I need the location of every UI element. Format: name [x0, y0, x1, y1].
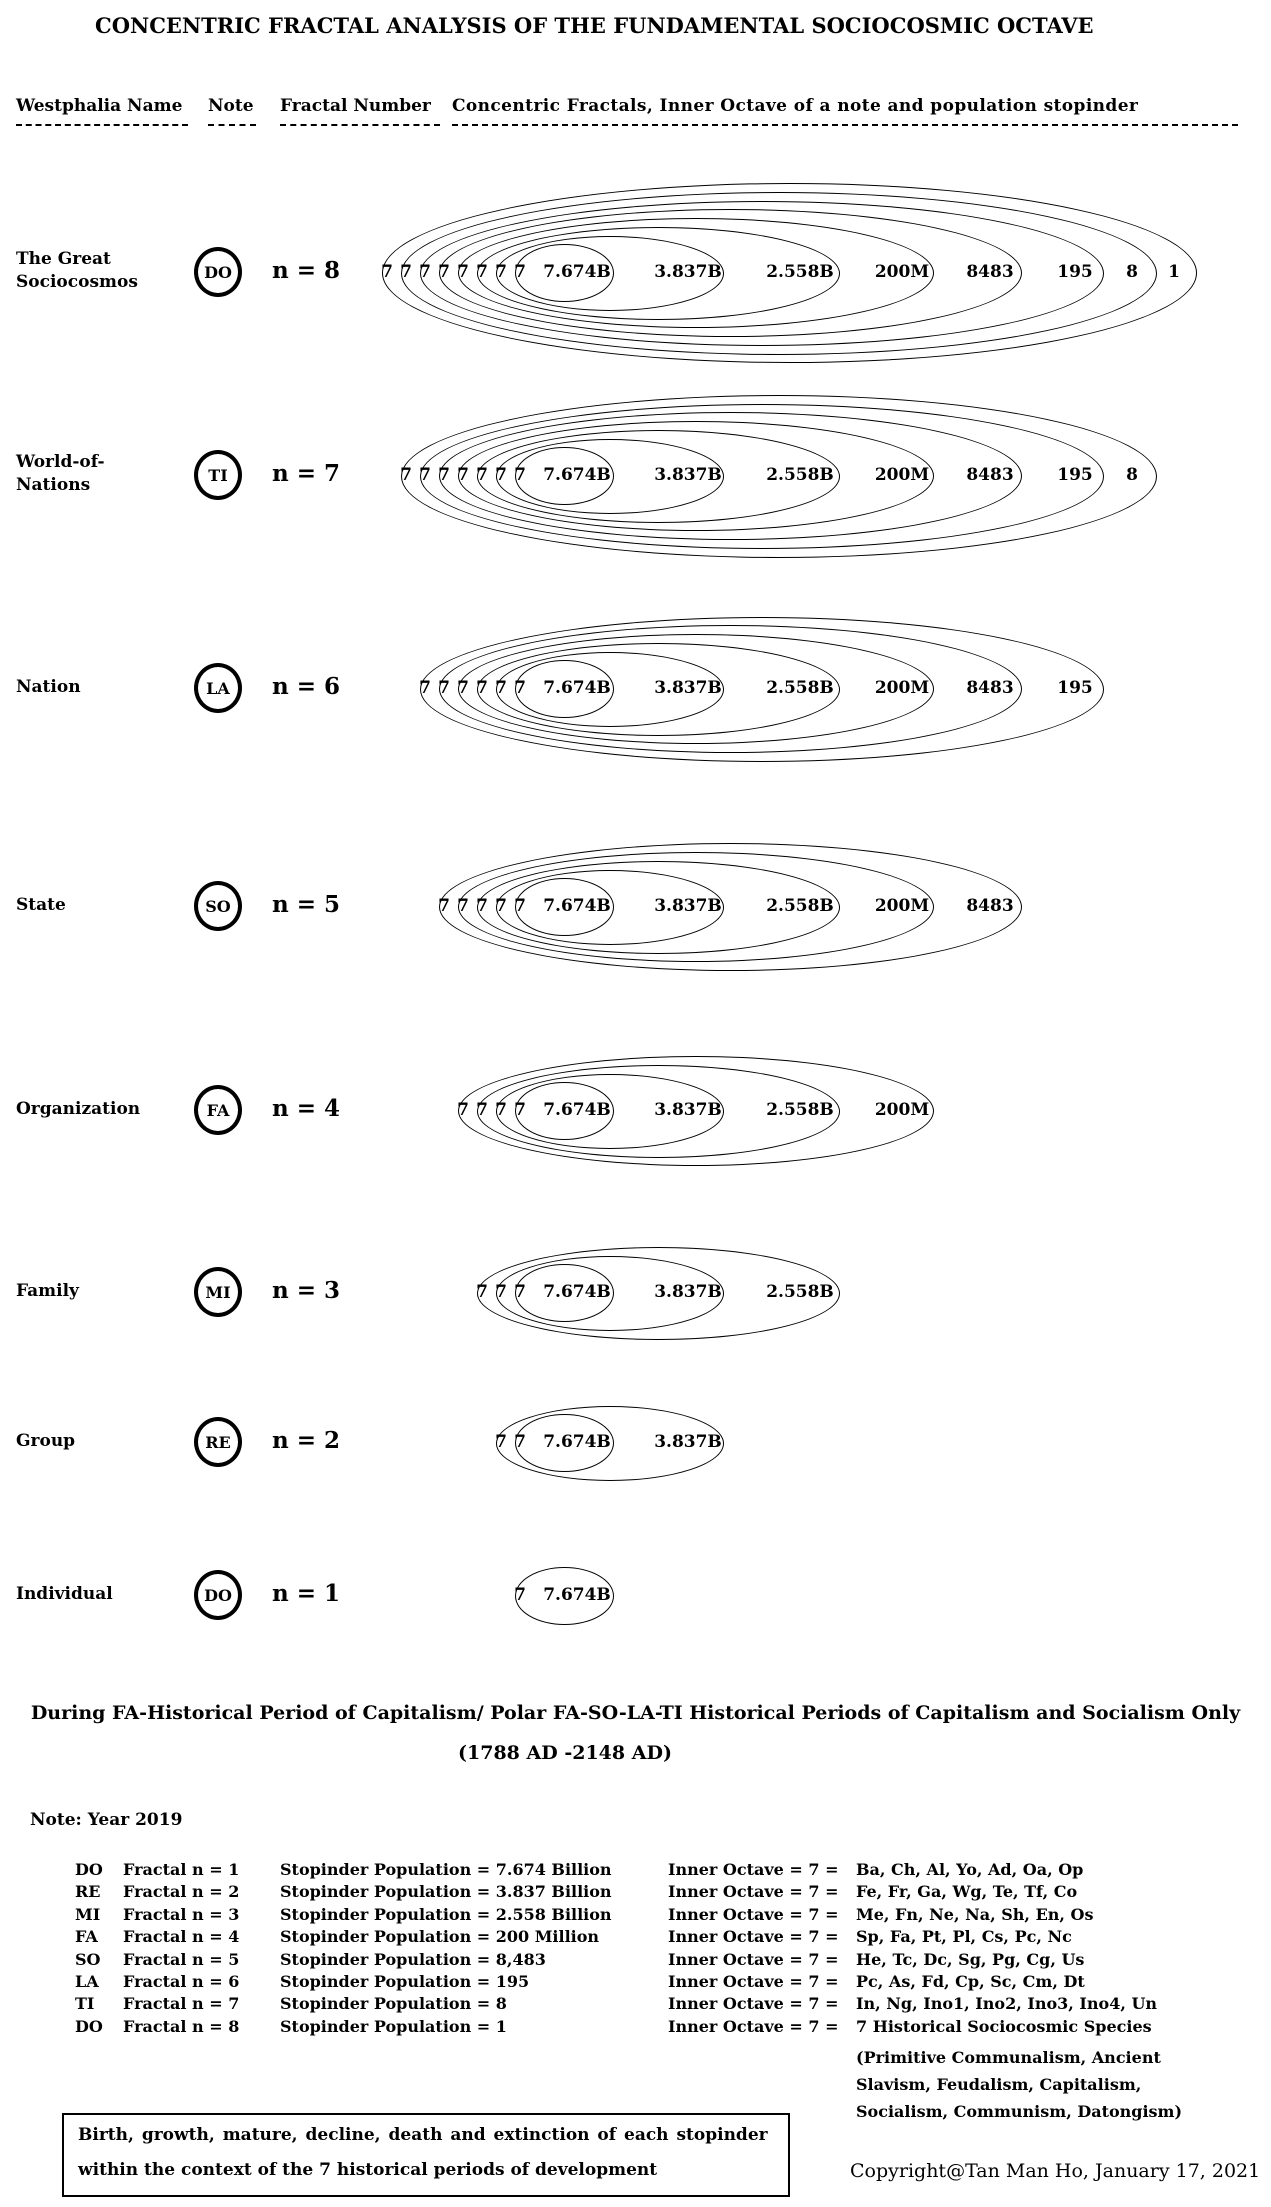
legend-population: Stopinder Population = 8 — [280, 1994, 507, 2014]
inner-octave-seven: 7 — [419, 262, 431, 282]
column-header-westphalia-name: Westphalia Name — [16, 96, 183, 116]
fractal-number-label: n = 5 — [272, 891, 341, 918]
legend-note: DO — [75, 2016, 103, 2036]
population-stopinder-label: 8483 — [966, 678, 1014, 698]
legend-species-line: Slavism, Feudalism, Capitalism, — [856, 2075, 1142, 2094]
legend-population: Stopinder Population = 3.837 Billion — [280, 1882, 612, 1902]
legend-species-line: Socialism, Communism, Datongism) — [856, 2102, 1183, 2121]
fractal-number-label: n = 4 — [272, 1095, 341, 1122]
inner-octave-seven: 7 — [495, 678, 507, 698]
inner-octave-seven: 7 — [476, 678, 488, 698]
population-stopinder-label: 200M — [874, 678, 930, 698]
inner-octave-seven: 7 — [476, 465, 488, 485]
dashed-rule-fractal — [280, 124, 440, 126]
population-stopinder-label: 3.837B — [654, 465, 722, 485]
inner-octave-seven: 7 — [495, 1100, 507, 1120]
note-circle: FA — [194, 1085, 242, 1135]
legend-fractal: Fractal n = 4 — [123, 1927, 240, 1947]
note-year: Note: Year 2019 — [30, 1810, 183, 1830]
population-stopinder-label: 2.558B — [766, 678, 834, 698]
inner-octave-seven: 7 — [514, 465, 526, 485]
inner-octave-seven: 7 — [457, 1100, 469, 1120]
legend-fractal: Fractal n = 5 — [123, 1949, 240, 1969]
legend-inner-octave-values: Ba, Ch, Al, Yo, Ad, Oa, Op — [856, 1860, 1084, 1879]
population-stopinder-label: 7.674B — [543, 1282, 611, 1302]
westphalia-name-line: Group — [16, 1430, 76, 1451]
population-stopinder-label: 3.837B — [654, 678, 722, 698]
note-circle: LA — [194, 663, 242, 713]
inner-octave-seven: 7 — [476, 896, 488, 916]
legend-species-line: (Primitive Communalism, Ancient — [856, 2048, 1161, 2067]
inner-octave-seven: 7 — [381, 262, 393, 282]
inner-octave-seven: 7 — [514, 896, 526, 916]
population-stopinder-label: 3.837B — [654, 1282, 722, 1302]
legend-population: Stopinder Population = 1 — [280, 2016, 507, 2036]
population-stopinder-label: 195 — [1057, 262, 1093, 282]
westphalia-name-line: State — [16, 894, 66, 915]
note-circle: RE — [194, 1417, 242, 1467]
population-stopinder-label: 195 — [1057, 678, 1093, 698]
inner-octave-seven: 7 — [495, 1432, 507, 1452]
copyright-text: Copyright@Tan Man Ho, January 17, 2021 — [850, 2160, 1261, 2182]
population-stopinder-label: 8483 — [966, 896, 1014, 916]
westphalia-name — [16, 894, 66, 917]
westphalia-name-line: Nations — [16, 475, 91, 495]
dashed-rule-westphalia — [16, 124, 188, 126]
fractal-number-label: n = 8 — [272, 257, 341, 284]
inner-octave-seven: 7 — [495, 465, 507, 485]
fractal-number-label: n = 3 — [272, 1277, 341, 1304]
inner-octave-seven: 7 — [457, 262, 469, 282]
westphalia-name — [16, 1583, 113, 1606]
page-title: CONCENTRIC FRACTAL ANALYSIS OF THE FUNDAMENTAL SOCIOCOSMIC OCTAVE — [95, 13, 1094, 38]
period-statement-line2: (1788 AD -2148 AD) — [458, 1742, 672, 1764]
inner-octave-seven: 7 — [495, 896, 507, 916]
legend-note: SO — [75, 1949, 101, 1969]
inner-octave-seven: 7 — [457, 465, 469, 485]
inner-octave-seven: 7 — [514, 1100, 526, 1120]
population-stopinder-label: 200M — [874, 896, 930, 916]
note-circle: DO — [194, 1570, 242, 1620]
legend-population: Stopinder Population = 8,483 — [280, 1949, 546, 1969]
population-stopinder-label: 7.674B — [543, 1585, 611, 1605]
population-stopinder-label: 200M — [874, 465, 930, 485]
population-stopinder-label: 3.837B — [654, 1100, 722, 1120]
legend-inner-octave-values: Me, Fn, Ne, Na, Sh, En, Os — [856, 1904, 1094, 1924]
inner-octave-seven: 7 — [419, 678, 431, 698]
population-stopinder-label: 7.674B — [543, 678, 611, 698]
legend-inner-octave-label: Inner Octave = 7 = — [668, 1904, 839, 1924]
legend-inner-octave-label: Inner Octave = 7 = — [668, 1949, 839, 1969]
legend-inner-octave-values: He, Tc, Dc, Sg, Pg, Cg, Us — [856, 1949, 1085, 1969]
concentric-ring — [439, 843, 1022, 971]
population-stopinder-label: 7.674B — [543, 1432, 611, 1452]
population-stopinder-label: 3.837B — [654, 1432, 722, 1452]
population-stopinder-label: 195 — [1057, 465, 1093, 485]
westphalia-name — [16, 1280, 79, 1303]
population-stopinder-label: 3.837B — [654, 262, 722, 282]
fractal-number-label: n = 2 — [272, 1427, 341, 1454]
inner-octave-seven: 7 — [438, 896, 450, 916]
population-stopinder-label: 7.674B — [543, 465, 611, 485]
legend-inner-octave-values: In, Ng, Ino1, Ino2, Ino3, Ino4, Un — [856, 1994, 1158, 2014]
legend-note: LA — [75, 1972, 99, 1991]
legend-fractal: Fractal n = 1 — [123, 1860, 240, 1879]
population-stopinder-label: 2.558B — [766, 262, 834, 282]
westphalia-name-line: Family — [16, 1280, 79, 1301]
note-circle: DO — [194, 247, 242, 297]
westphalia-name — [16, 1098, 140, 1121]
column-header-concentric-fractals: Concentric Fractals, Inner Octave of a note and population stopinder — [452, 96, 1139, 116]
westphalia-name-line: Sociocosmos — [16, 272, 138, 292]
legend-note: TI — [75, 1994, 95, 2014]
population-stopinder-label: 2.558B — [766, 896, 834, 916]
legend-inner-octave-label: Inner Octave = 7 = — [668, 1994, 839, 2014]
population-stopinder-label: 7.674B — [543, 896, 611, 916]
legend-population: Stopinder Population = 195 — [280, 1972, 530, 1991]
legend-inner-octave-label: Inner Octave = 7 = — [668, 1860, 839, 1879]
inner-octave-seven: 7 — [514, 1282, 526, 1302]
population-stopinder-label: 7.674B — [543, 262, 611, 282]
legend-fractal: Fractal n = 2 — [123, 1882, 240, 1902]
westphalia-name-line: Organization — [16, 1098, 141, 1119]
legend-fractal: Fractal n = 7 — [123, 1994, 240, 2014]
dashed-rule-concentric — [452, 124, 1238, 126]
population-stopinder-label: 2.558B — [766, 465, 834, 485]
stopinder-lifecycle-line2: within the context of the 7 historical periods of development — [78, 2160, 658, 2180]
inner-octave-seven: 7 — [419, 465, 431, 485]
population-stopinder-label: 2.558B — [766, 1100, 834, 1120]
stopinder-lifecycle-line1: Birth, growth, mature, decline, death and extinction of each stopinder — [78, 2125, 768, 2145]
inner-octave-seven: 7 — [438, 678, 450, 698]
population-stopinder-label: 8483 — [966, 465, 1014, 485]
legend-inner-octave-values: Fe, Fr, Ga, Wg, Te, Tf, Co — [856, 1882, 1078, 1902]
column-header-note: Note — [208, 96, 254, 116]
population-stopinder-label: 7.674B — [543, 1100, 611, 1120]
legend-inner-octave-label: Inner Octave = 7 = — [668, 2016, 839, 2036]
legend-inner-octave-label: Inner Octave = 7 = — [668, 1927, 839, 1947]
inner-octave-seven: 7 — [514, 1585, 526, 1605]
inner-octave-seven: 7 — [514, 678, 526, 698]
note-circle: SO — [194, 881, 242, 931]
westphalia-name — [16, 451, 105, 497]
legend-inner-octave-label: Inner Octave = 7 = — [668, 1882, 839, 1902]
inner-octave-seven: 7 — [457, 678, 469, 698]
westphalia-name-line: World-of- — [16, 452, 105, 472]
inner-octave-seven: 7 — [457, 896, 469, 916]
legend-note: RE — [75, 1882, 101, 1902]
fractal-number-label: n = 6 — [272, 673, 341, 700]
legend-fractal: Fractal n = 3 — [123, 1904, 240, 1924]
inner-octave-seven: 7 — [514, 262, 526, 282]
fractal-number-label: n = 1 — [272, 1580, 341, 1607]
population-stopinder-label: 1 — [1168, 262, 1180, 282]
population-stopinder-label: 200M — [874, 262, 930, 282]
legend-fractal: Fractal n = 6 — [123, 1972, 240, 1991]
inner-octave-seven: 7 — [476, 262, 488, 282]
note-circle: MI — [194, 1267, 242, 1317]
westphalia-name — [16, 248, 138, 294]
westphalia-name — [16, 1430, 75, 1453]
inner-octave-seven: 7 — [495, 262, 507, 282]
inner-octave-seven: 7 — [495, 1282, 507, 1302]
population-stopinder-label: 8483 — [966, 262, 1014, 282]
stopinder-lifecycle-box — [62, 2113, 790, 2197]
period-statement-line1: During FA-Historical Period of Capitalism/ Polar FA-SO-LA-TI Historical Periods of Capitalism and Socialism Only — [30, 1702, 1241, 1724]
legend-population: Stopinder Population = 200 Million — [280, 1927, 600, 1947]
legend-population: Stopinder Population = 7.674 Billion — [280, 1860, 612, 1879]
legend-note: DO — [75, 1860, 103, 1879]
population-stopinder-label: 200M — [874, 1100, 930, 1120]
legend-inner-octave-label: Inner Octave = 7 = — [668, 1972, 839, 1991]
westphalia-name-line: Nation — [16, 676, 81, 697]
inner-octave-seven: 7 — [438, 262, 450, 282]
inner-octave-seven: 7 — [514, 1432, 526, 1452]
westphalia-name-line: Individual — [16, 1583, 113, 1604]
inner-octave-seven: 7 — [476, 1282, 488, 1302]
inner-octave-seven: 7 — [476, 1100, 488, 1120]
population-stopinder-label: 3.837B — [654, 896, 722, 916]
population-stopinder-label: 8 — [1126, 262, 1138, 282]
legend-fractal: Fractal n = 8 — [123, 2016, 240, 2036]
legend-inner-octave-values: 7 Historical Sociocosmic Species — [856, 2016, 1152, 2036]
population-stopinder-label: 8 — [1126, 465, 1138, 485]
fractal-number-label: n = 7 — [272, 460, 341, 487]
legend-population: Stopinder Population = 2.558 Billion — [280, 1904, 612, 1924]
westphalia-name-line: The Great — [16, 249, 111, 269]
westphalia-name — [16, 676, 81, 699]
legend-inner-octave-values: Pc, As, Fd, Cp, Sc, Cm, Dt — [856, 1972, 1085, 1991]
legend-note: FA — [75, 1927, 98, 1947]
population-stopinder-label: 2.558B — [766, 1282, 834, 1302]
legend-inner-octave-values: Sp, Fa, Pt, Pl, Cs, Pc, Nc — [856, 1927, 1072, 1947]
inner-octave-seven: 7 — [400, 465, 412, 485]
legend-note: MI — [75, 1904, 101, 1924]
note-circle: TI — [194, 450, 242, 500]
inner-octave-seven: 7 — [400, 262, 412, 282]
column-header-fractal-number: Fractal Number — [280, 96, 431, 116]
inner-octave-seven: 7 — [438, 465, 450, 485]
dashed-rule-note — [208, 124, 256, 126]
